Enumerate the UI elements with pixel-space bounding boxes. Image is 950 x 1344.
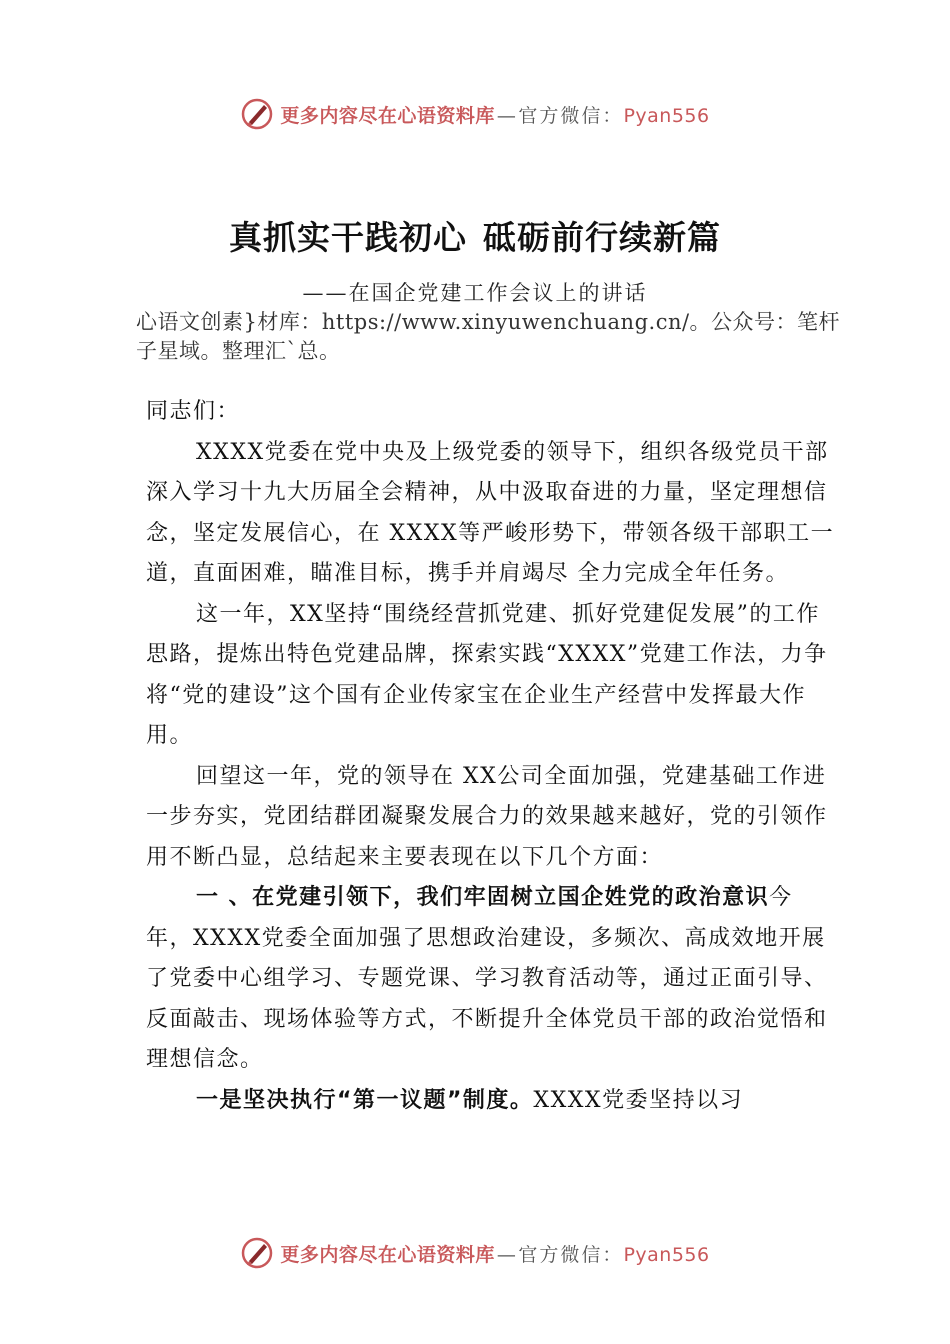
banner-text (280, 101, 709, 128)
banner-wechat-label: 官方微信： (518, 104, 624, 127)
banner-wechat-label: 官方微信： (518, 1243, 624, 1266)
point-1-bold: 一是坚决执行“第一议题”制度。 (196, 1087, 534, 1113)
banner-brand: 更多内容尽在心语资料库 (280, 104, 495, 127)
footer-banner (0, 1233, 950, 1273)
paragraph-3: 回望这一年，党的领导在 XX公司全面加强，党建基础工作进一步夯实，党团结群团凝聚发展合力的效果越来越好，党的引领作用不断凸显，总结起来主要表现在以下几个方面： (146, 763, 828, 870)
document-subtitle: ——在国企党建工作会议上的讲话 (302, 281, 648, 305)
section-1 (146, 878, 836, 1081)
paragraph-1: XXXX党委在党中央及上级党委的领导下，组织各级党员干部深入学习十九大历届全会精神，从中汲取奋进的力量，坚定理想信念，坚定发展信心，在 XXXX等严峻形势下，带领各级干部职工一道，直面困难，瞄准目标，携手并肩竭尽 全力完成全年任务。 (146, 439, 835, 586)
pen-logo-icon (240, 1236, 274, 1270)
title-part1: 真抓实干践初心 (229, 218, 467, 257)
section-1-text: 今年，XXXX党委全面加强了思想政治建设，多频次、高成效地开展了党委中心组学习、专题党课、学习教育活动等，通过正面引导、反面敲击、现场体验等方式，不断提升全体党员干部的政治觉悟和理想信念。 (146, 885, 828, 1072)
banner-dash: — (496, 1243, 517, 1266)
document-title (0, 212, 950, 259)
greeting: 同志们： (146, 399, 241, 424)
point-1-text: XXXX党委坚持以习 (533, 1087, 744, 1113)
source-note: 心语文创素}材库：https://www.xinyuwenchuang.cn/。公众号：笔杆子星域。整理汇`总。 (136, 310, 841, 363)
header-banner (0, 94, 950, 134)
point-1 (146, 1081, 836, 1122)
section-1-heading: 一 、在党建引领下，我们牢固树立国企姓党的政治意识 (196, 885, 770, 910)
banner-wechat-id: Pyan556 (623, 1243, 710, 1266)
banner-brand: 更多内容尽在心语资料库 (280, 1243, 495, 1266)
banner-text (280, 1240, 709, 1267)
banner-dash: — (496, 104, 517, 127)
document-body (146, 392, 836, 1121)
paragraph-2: 这一年，XX坚持“围绕经营抓党建、抓好党建促发展”的工作思路，提炼出特色党建品牌，探索实践“XXXX”党建工作法，力争将“党的建设”这个国有企业传家宝在企业生产经营中发挥最大作用。 (146, 601, 828, 748)
title-part2: 砥砺前行续新篇 (483, 218, 721, 257)
banner-wechat-id: Pyan556 (623, 104, 710, 127)
pen-logo-icon (240, 97, 274, 131)
